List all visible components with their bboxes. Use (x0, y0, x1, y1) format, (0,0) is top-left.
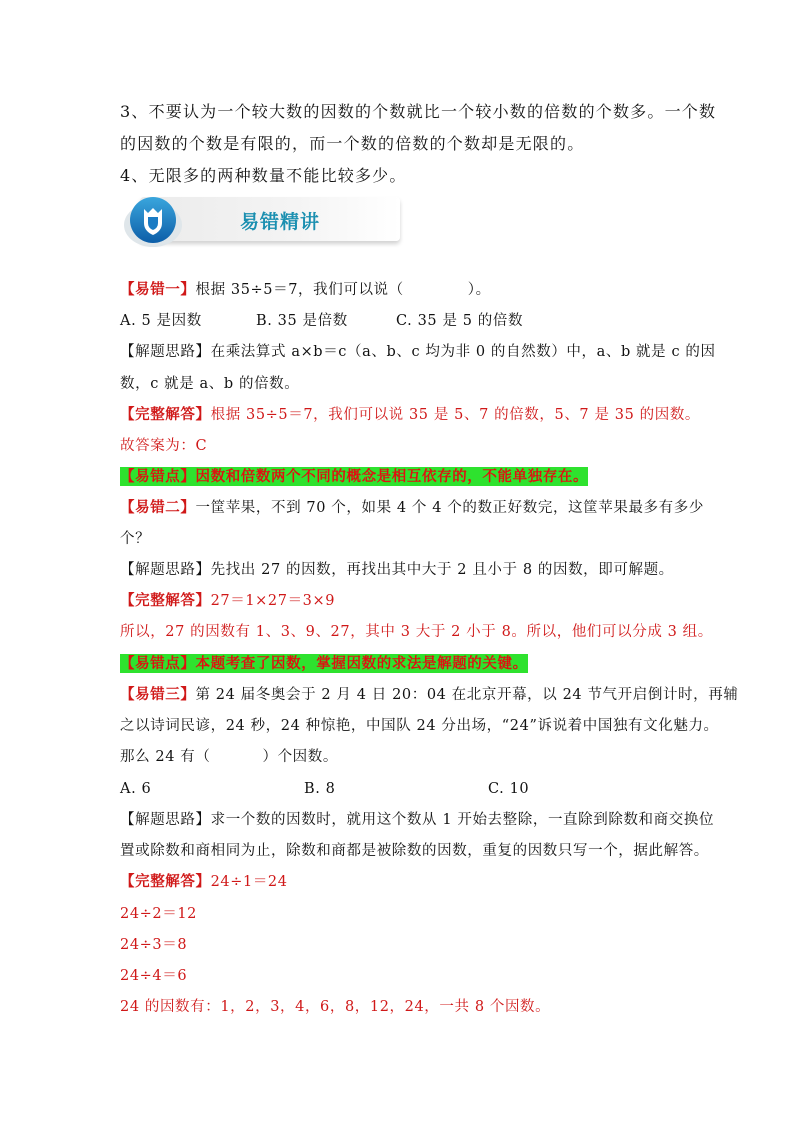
q1-final-text: 故答案为：C (120, 438, 208, 454)
q1-answer-tag: 【完整解答】 (120, 406, 211, 423)
q3-answer-step-3: 24÷3＝8 (120, 937, 188, 953)
q1-idea-tag: 【解题思路】 (120, 344, 211, 360)
q2-answer-line-2: 所以，27 的因数有 1、3、9、27，其中 3 大于 2 小于 8。所以，他们可以分成 3 组。 (120, 624, 713, 640)
q1-idea-line-2: 数，c 就是 a、b 的倍数。 (120, 376, 300, 392)
banner-title: 易错精讲 (240, 211, 321, 233)
q2-idea (120, 560, 674, 580)
q3-stem-3a: 那么 24 有（ (120, 749, 211, 765)
note-item-3-line-1: 3、不要认为一个较大数的因数的个数就比一个较小数的倍数的个数多。一个数 (120, 102, 717, 121)
q3-stem-line-2: 之以诗词民谚，24 秒，24 种惊艳，中国队 24 分出场，“24”诉说着中国独有文化魅力。 (120, 718, 719, 734)
q2-answer (120, 591, 335, 611)
q1-final (120, 436, 207, 456)
note-item-4: 4、无限多的两种数量不能比较多少。 (120, 166, 407, 185)
q1-stem-end: ）。 (467, 282, 491, 298)
q1-point (120, 467, 588, 487)
shield-icon (122, 193, 184, 249)
q3-stem-text: 第 24 届冬奥会于 2 月 4 日 20：04 在北京开幕，以 24 节气开启倒计时，再辅 (195, 687, 739, 703)
note-item-3-line-2: 的因数的个数是有限的，而一个数的倍数的个数却是无限的。 (120, 134, 585, 153)
q1-idea-text: 在乘法算式 a×b＝c（a、b、c 均为非 0 的自然数）中，a、b 就是 c 的因 (210, 344, 716, 360)
q1-answer-text: 根据 35÷5＝7，我们可以说 35 是 5、7 的倍数，5、7 是 35 的因数。 (210, 407, 701, 423)
q2-idea-text: 先找出 27 的因数，再找出其中大于 2 且小于 8 的因数，即可解题。 (210, 562, 674, 578)
q1-point-highlight: 【易错点】因数和倍数两个不同的概念是相互依存的，不能单独存在。 (120, 468, 589, 485)
q3-answer-step-2: 24÷2＝12 (120, 906, 197, 922)
q1-option-a: A. 5 是因数 (120, 313, 202, 329)
q3-options (120, 779, 529, 799)
q3-option-b: B. 8 (304, 781, 336, 797)
q3-idea-line-2: 置或除数和商相同为止，除数和商都是被除数的因数，重复的因数只写一个，据此解答。 (120, 843, 709, 859)
q2-idea-tag: 【解题思路】 (120, 562, 211, 578)
q2-stem-line-1 (120, 498, 704, 518)
q2-answer-text: 27＝1×27＝3×9 (210, 593, 336, 609)
q3-answer-step-4: 24÷4＝6 (120, 968, 188, 984)
q3-answer-tag: 【完整解答】 (120, 873, 211, 890)
q3-idea-line-1 (120, 810, 714, 830)
section-banner (122, 193, 402, 249)
q3-stem-line-1 (120, 685, 738, 705)
q2-point-highlight: 【易错点】本题考查了因数，掌握因数的求法是解题的关键。 (120, 655, 528, 672)
q3-idea-text: 求一个数的因数时，就用这个数从 1 开始去整除，一直除到除数和商交换位 (210, 812, 715, 828)
q3-tag: 【易错三】 (120, 686, 196, 703)
q1-tag: 【易错一】 (120, 281, 196, 298)
q2-tag: 【易错二】 (120, 499, 196, 516)
q1-option-b: B. 35 是倍数 (256, 313, 348, 329)
q2-stem-text: 一筐苹果，不到 70 个，如果 4 个 4 个的数正好数完，这筐苹果最多有多少 (195, 500, 704, 516)
q1-option-c: C. 35 是 5 的倍数 (396, 313, 524, 329)
q3-answer (120, 872, 288, 892)
q3-conclusion: 24 的因数有：1，2，3，4，6，8，12，24，一共 8 个因数。 (120, 999, 551, 1015)
q1-options (120, 311, 523, 331)
q1-idea-line-1 (120, 342, 716, 362)
q3-idea-tag: 【解题思路】 (120, 812, 211, 828)
q2-answer-tag: 【完整解答】 (120, 592, 211, 609)
q3-option-a: A. 6 (120, 781, 152, 797)
q2-stem-line-2: 个？ (120, 531, 151, 547)
q1-stem-text: 根据 35÷5＝7，我们可以说（ (195, 282, 404, 298)
q3-answer-step-1: 24÷1＝24 (210, 874, 288, 890)
q1-answer (120, 405, 700, 425)
q3-stem-line-3 (120, 747, 338, 767)
q3-option-c: C. 10 (488, 781, 530, 797)
q2-point (120, 654, 528, 674)
q3-stem-3b: ）个因数。 (262, 749, 338, 765)
q1-stem (120, 280, 491, 300)
